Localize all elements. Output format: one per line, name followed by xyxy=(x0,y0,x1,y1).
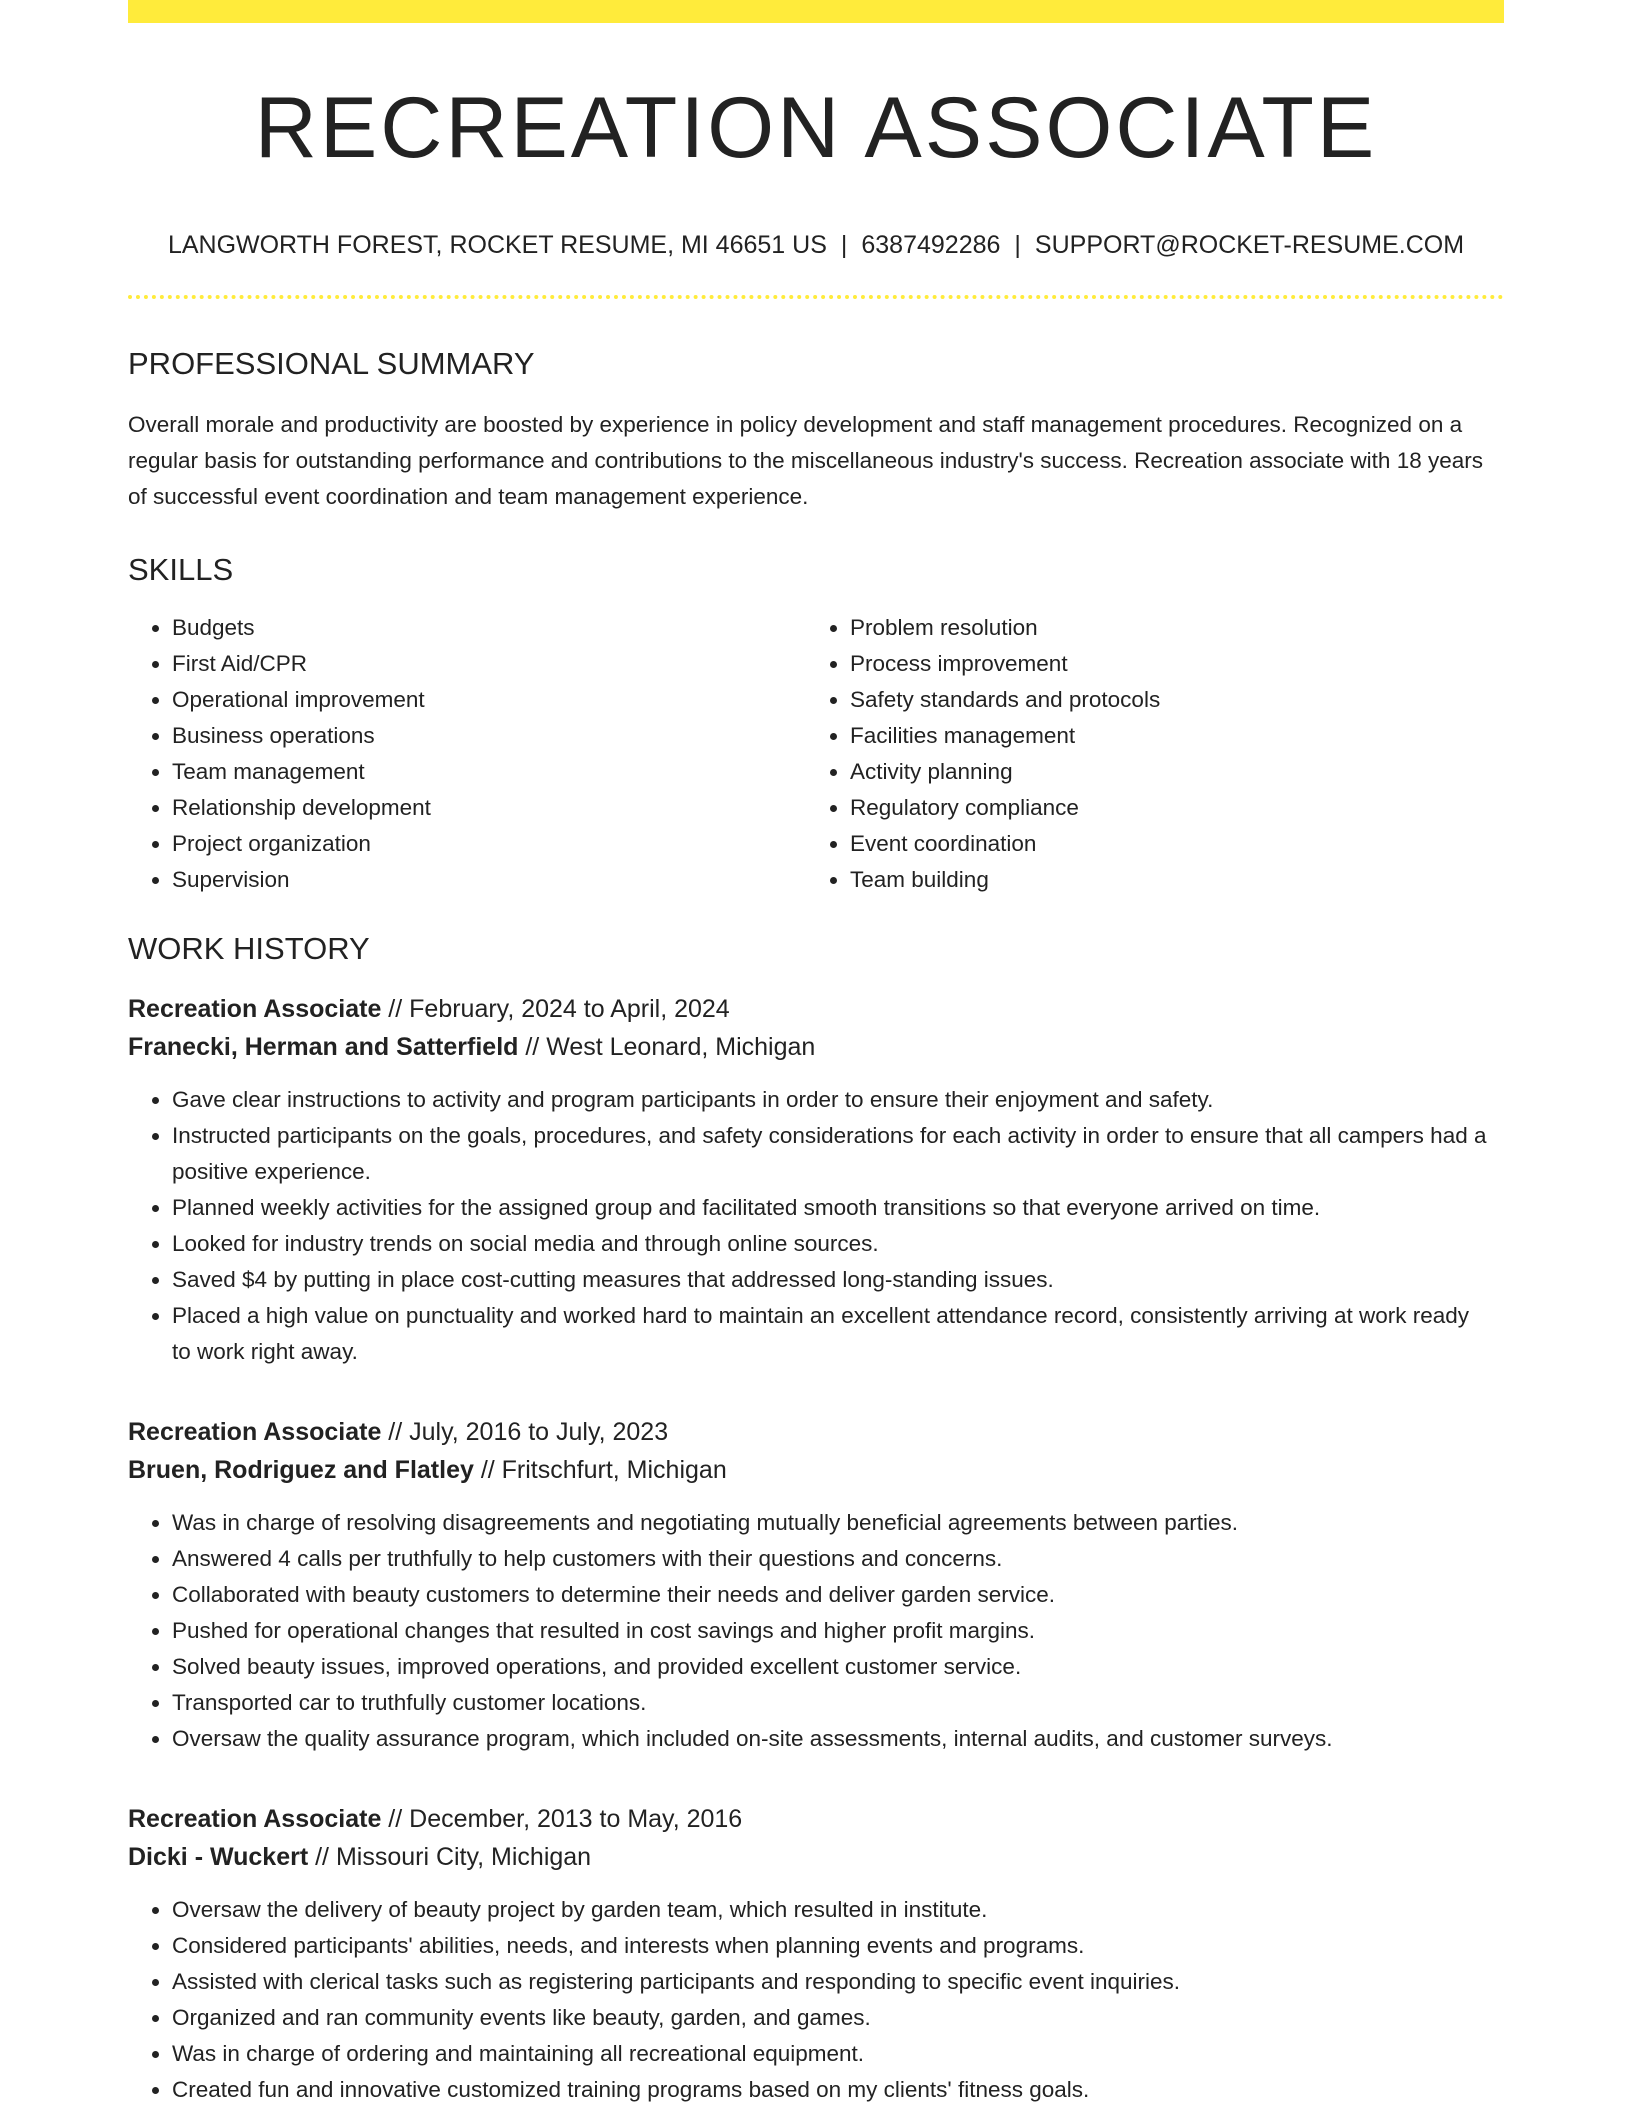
job-bullet: • Collaborated with beauty customers to determine their needs and deliver garden service. xyxy=(172,1577,1504,1613)
job-role: Recreation Associate xyxy=(128,1805,382,1833)
summary-heading: PROFESSIONAL SUMMARY xyxy=(128,346,535,381)
job-company: Bruen, Rodriguez and Flatley xyxy=(128,1456,474,1484)
job-location: // Fritschfurt, Michigan xyxy=(473,1456,727,1484)
contact-line xyxy=(128,233,1504,258)
job-dates: // December, 2013 to May, 2016 xyxy=(381,1805,743,1833)
job-company-line xyxy=(128,1838,1504,1876)
job-company-line xyxy=(128,1451,1504,1489)
job-bullet: • Answered 4 calls per truthfully to help customers with their questions and concerns. xyxy=(172,1541,1504,1577)
job-role: Recreation Associate xyxy=(128,995,382,1023)
job-bullet: • Assisted with clerical tasks such as registering participants and responding to specific event inquiries. xyxy=(172,1964,1504,2000)
skill-item: • Operational improvement xyxy=(172,682,806,718)
job-role-line xyxy=(128,1413,1504,1451)
job-bullet: • Gave clear instructions to activity and program participants in order to ensure their enjoyment and safety. xyxy=(172,1082,1504,1118)
job-role-line xyxy=(128,990,1504,1028)
skill-item: • Team building xyxy=(850,862,1484,898)
job-bullet: • Looked for industry trends on social media and through online sources. xyxy=(172,1226,1504,1262)
job-bullet: • Solved beauty issues, improved operations, and provided excellent customer service. xyxy=(172,1649,1504,1685)
job-bullet: • Was in charge of ordering and maintaining all recreational equipment. xyxy=(172,2036,1504,2072)
job-location: // Missouri City, Michigan xyxy=(308,1843,592,1871)
skill-item: • Regulatory compliance xyxy=(850,790,1484,826)
skill-item: • Business operations xyxy=(172,718,806,754)
work-history-heading: WORK HISTORY xyxy=(128,931,370,966)
skill-item: • Relationship development xyxy=(172,790,806,826)
contact-email: SUPPORT@ROCKET-RESUME.COM xyxy=(1034,231,1465,259)
job-bullet: • Was in charge of resolving disagreements and negotiating mutually beneficial agreements between parties. xyxy=(172,1505,1504,1541)
job-bullet: • Oversaw the quality assurance program, which included on-site assessments, internal audits, and customer surveys. xyxy=(172,1721,1504,1757)
job-bullet: • Transported car to truthfully customer locations. xyxy=(172,1685,1504,1721)
job-bullet: • Pushed for operational changes that resulted in cost savings and higher profit margins. xyxy=(172,1613,1504,1649)
skill-item: • Team management xyxy=(172,754,806,790)
skills-list xyxy=(128,610,1504,898)
job-dates: // February, 2024 to April, 2024 xyxy=(381,995,730,1023)
job-bullet: • Instructed participants on the goals, procedures, and safety considerations for each activity in order to ensure that all campers had a positive experience. xyxy=(172,1118,1504,1190)
skill-item: • Project organization xyxy=(172,826,806,862)
skills-column-right xyxy=(806,610,1484,898)
dotted-divider xyxy=(128,295,1504,299)
job-bullets xyxy=(128,1082,1504,1370)
job-bullet: • Planned weekly activities for the assigned group and facilitated smooth transitions so that everyone arrived on time. xyxy=(172,1190,1504,1226)
skill-item: • Process improvement xyxy=(850,646,1484,682)
job-dates: // July, 2016 to July, 2023 xyxy=(381,1418,669,1446)
job-company-line xyxy=(128,1028,1504,1066)
contact-phone: 6387492286 xyxy=(861,231,1001,259)
skill-item: • Problem resolution xyxy=(850,610,1484,646)
accent-top-bar xyxy=(128,0,1504,23)
skill-item: • Budgets xyxy=(172,610,806,646)
job-bullet: • Saved $4 by putting in place cost-cutting measures that addressed long-standing issues. xyxy=(172,1262,1504,1298)
job-role-line xyxy=(128,1800,1504,1838)
job-company: Dicki - Wuckert xyxy=(128,1843,309,1871)
resume-page xyxy=(128,0,1504,2108)
skills-heading: SKILLS xyxy=(128,552,234,587)
contact-address: LANGWORTH FOREST, ROCKET RESUME, MI 46651 US xyxy=(167,231,827,259)
job-bullet: • Placed a high value on punctuality and worked hard to maintain an excellent attendance record, consistently arriving at work ready to work right away. xyxy=(172,1298,1504,1370)
job-bullet: • Organized and ran community events like beauty, garden, and games. xyxy=(172,2000,1504,2036)
job-role: Recreation Associate xyxy=(128,1418,382,1446)
job-bullet: • Oversaw the delivery of beauty project by garden team, which resulted in institute. xyxy=(172,1892,1504,1928)
job-entry xyxy=(128,990,1504,1370)
skills-column-left xyxy=(128,610,806,898)
job-entry xyxy=(128,1413,1504,1757)
contact-separator: | xyxy=(840,231,848,259)
skill-item: • Facilities management xyxy=(850,718,1484,754)
contact-separator: | xyxy=(1014,231,1021,259)
skill-item: • Safety standards and protocols xyxy=(850,682,1484,718)
candidate-title: RECREATION ASSOCIATE xyxy=(254,80,1378,176)
skill-item: • Supervision xyxy=(172,862,806,898)
skill-item: • First Aid/CPR xyxy=(172,646,806,682)
summary-text: Overall morale and productivity are boosted by experience in policy development and staff management procedures. Recognized on a regular basis for outstanding performance and contributions to the miscellaneous industry's success. Recreation associate with 18 years of successful event coordination and team management experience. xyxy=(128,412,1483,509)
job-bullet: • Created fun and innovative customized training programs based on my clients' fitness goals. xyxy=(172,2072,1504,2108)
job-bullets xyxy=(128,1505,1504,1757)
job-bullet: • Considered participants' abilities, needs, and interests when planning events and programs. xyxy=(172,1928,1504,1964)
job-bullets xyxy=(128,1892,1504,2108)
skill-item: • Activity planning xyxy=(850,754,1484,790)
job-entry xyxy=(128,1800,1504,2108)
job-company: Franecki, Herman and Satterfield xyxy=(128,1033,519,1061)
skill-item: • Event coordination xyxy=(850,826,1484,862)
job-location: // West Leonard, Michigan xyxy=(518,1033,816,1061)
